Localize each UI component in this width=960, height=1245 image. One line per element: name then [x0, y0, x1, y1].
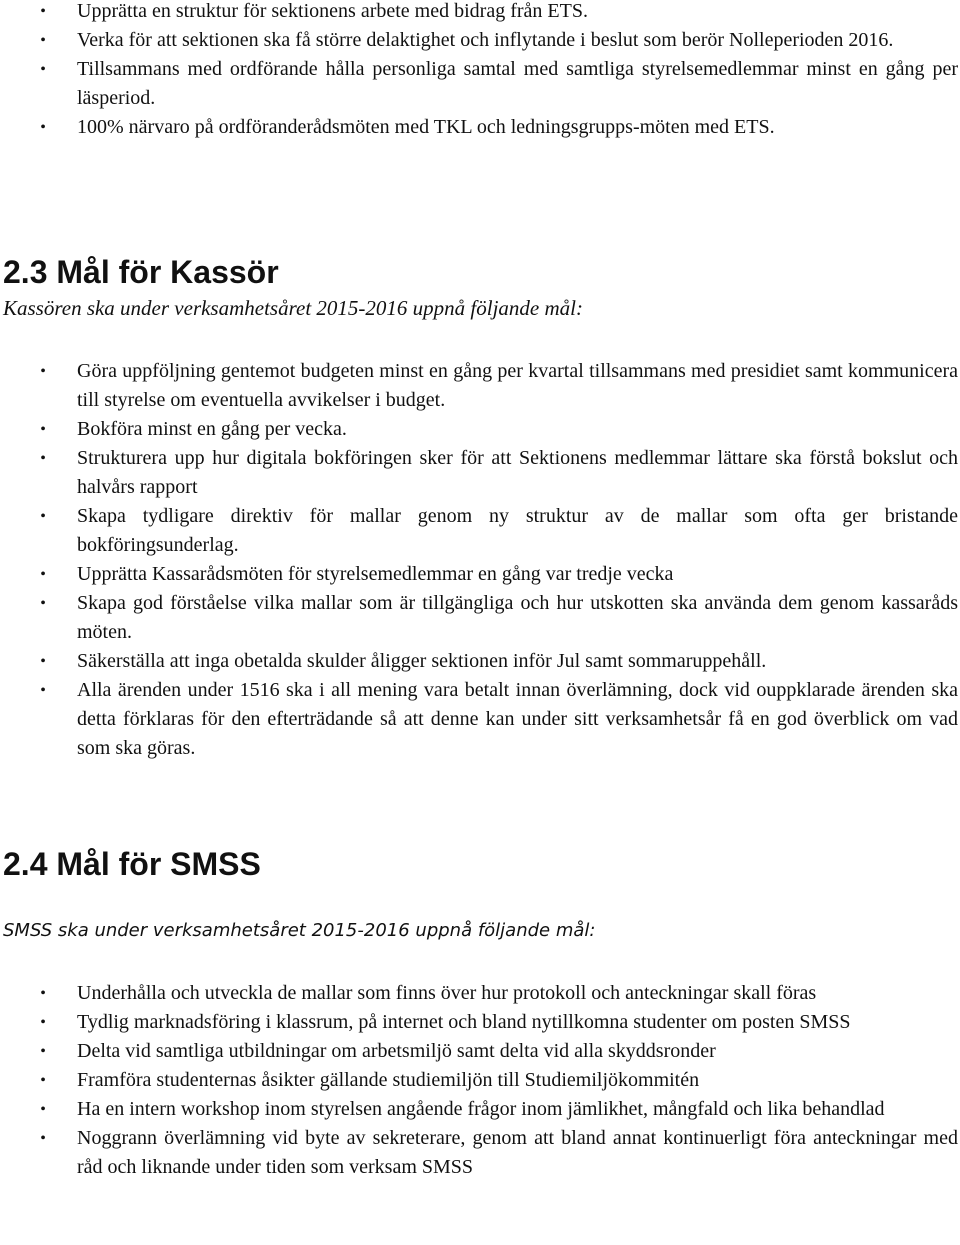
bullet-icon: •: [40, 1101, 46, 1118]
list-item-text: Framföra studenternas åsikter gällande studiemiljön till Studiemiljökommitén: [77, 1069, 700, 1091]
list-item-text: Säkerställa att inga obetalda skulder åligger sektionen inför Jul samt sommaruppehåll.: [77, 650, 767, 672]
bullet-icon: •: [40, 421, 46, 438]
list-item: [0, 444, 958, 502]
bullet-icon: •: [40, 1130, 46, 1147]
bullet-icon: •: [40, 32, 46, 49]
list-item-text: 100% närvaro på ordföranderådsmöten med TKL och ledningsgrupps-möten med ETS.: [77, 116, 775, 138]
list-item: [0, 1066, 958, 1095]
bullet-icon: •: [40, 985, 46, 1002]
top-bullet-list: [0, 0, 958, 142]
list-item-text: Underhålla och utveckla de mallar som finns över hur protokoll och anteckningar skall föras: [77, 982, 817, 1004]
list-item-text: Tydlig marknadsföring i klassrum, på internet och bland nytillkomna studenter om posten SMSS: [77, 1011, 851, 1033]
list-item-text: Strukturera upp hur digitala bokföringen sker för att Sektionens medlemmar lättare ska förstå bokslut och halvårs rapport: [77, 447, 958, 498]
bullet-icon: •: [40, 3, 46, 20]
list-item-text: Upprätta en struktur för sektionens arbete med bidrag från ETS.: [77, 0, 588, 22]
section-intro-smss: SMSS ska under verksamhetsåret 2015-2016 uppnå följande mål:: [3, 920, 596, 941]
list-item: [0, 979, 958, 1008]
list-item-text: Skapa tydligare direktiv för mallar genom ny struktur av de mallar som ofta ger bristande bokföringsunderlag.: [77, 505, 958, 556]
section-heading-kassor: 2.3 Mål för Kassör: [3, 254, 279, 290]
list-item-text: Alla ärenden under 1516 ska i all mening vara betalt innan överlämning, dock vid ouppklarade ärenden ska detta förklaras för den efterträdande så att denne kan under sitt verksamhetsår få en god överblick om vad som ska göras.: [77, 679, 958, 759]
bullet-icon: •: [40, 566, 46, 583]
list-item-text: Upprätta Kassarådsmöten för styrelsemedlemmar en gång var tredje vecka: [77, 563, 674, 585]
bullet-icon: •: [40, 1014, 46, 1031]
bullet-icon: •: [40, 450, 46, 467]
bullet-icon: •: [40, 119, 46, 136]
bullet-icon: •: [40, 1043, 46, 1060]
list-item: [0, 1095, 958, 1124]
smss-bullet-list: [0, 979, 958, 1182]
list-item: [0, 502, 958, 560]
section-heading-smss: 2.4 Mål för SMSS: [3, 846, 261, 882]
list-item: [0, 357, 958, 415]
list-item: [0, 1124, 958, 1182]
list-item-text: Delta vid samtliga utbildningar om arbetsmiljö samt delta vid alla skyddsronder: [77, 1040, 716, 1062]
list-item: [0, 113, 958, 142]
bullet-icon: •: [40, 682, 46, 699]
list-item: [0, 560, 958, 589]
list-item-text: Skapa god förståelse vilka mallar som är tillgängliga och hur utskotten ska använda dem genom kassaråds möten.: [77, 592, 958, 643]
bullet-icon: •: [40, 653, 46, 670]
kassor-bullet-list: [0, 357, 958, 763]
list-item-text: Göra uppföljning gentemot budgeten minst en gång per kvartal tillsammans med presidiet samt kommunicera till styrelse om eventuella avvikelser i budget.: [77, 360, 958, 411]
list-item: [0, 55, 958, 113]
list-item-text: Bokföra minst en gång per vecka.: [77, 418, 347, 440]
bullet-icon: •: [40, 595, 46, 612]
list-item: [0, 26, 958, 55]
bullet-icon: •: [40, 61, 46, 78]
list-item: [0, 676, 958, 763]
list-item-text: Verka för att sektionen ska få större delaktighet och inflytande i beslut som berör Nolleperioden 2016.: [77, 29, 894, 51]
list-item: [0, 0, 958, 26]
list-item: [0, 1008, 958, 1037]
list-item: [0, 647, 958, 676]
list-item: [0, 589, 958, 647]
list-item: [0, 1037, 958, 1066]
list-item-text: Noggrann överlämning vid byte av sekreterare, genom att bland annat kontinuerligt föra anteckningar med råd och liknande under tiden som verksam SMSS: [77, 1127, 958, 1178]
bullet-icon: •: [40, 363, 46, 380]
bullet-icon: •: [40, 508, 46, 525]
list-item-text: Ha en intern workshop inom styrelsen angående frågor inom jämlikhet, mångfald och lika behandlad: [77, 1098, 885, 1120]
list-item: [0, 415, 958, 444]
bullet-icon: •: [40, 1072, 46, 1089]
section-intro-kassor: Kassören ska under verksamhetsåret 2015-2016 uppnå följande mål:: [3, 296, 583, 320]
list-item-text: Tillsammans med ordförande hålla personliga samtal med samtliga styrelsemedlemmar minst en gång per läsperiod.: [77, 58, 958, 109]
